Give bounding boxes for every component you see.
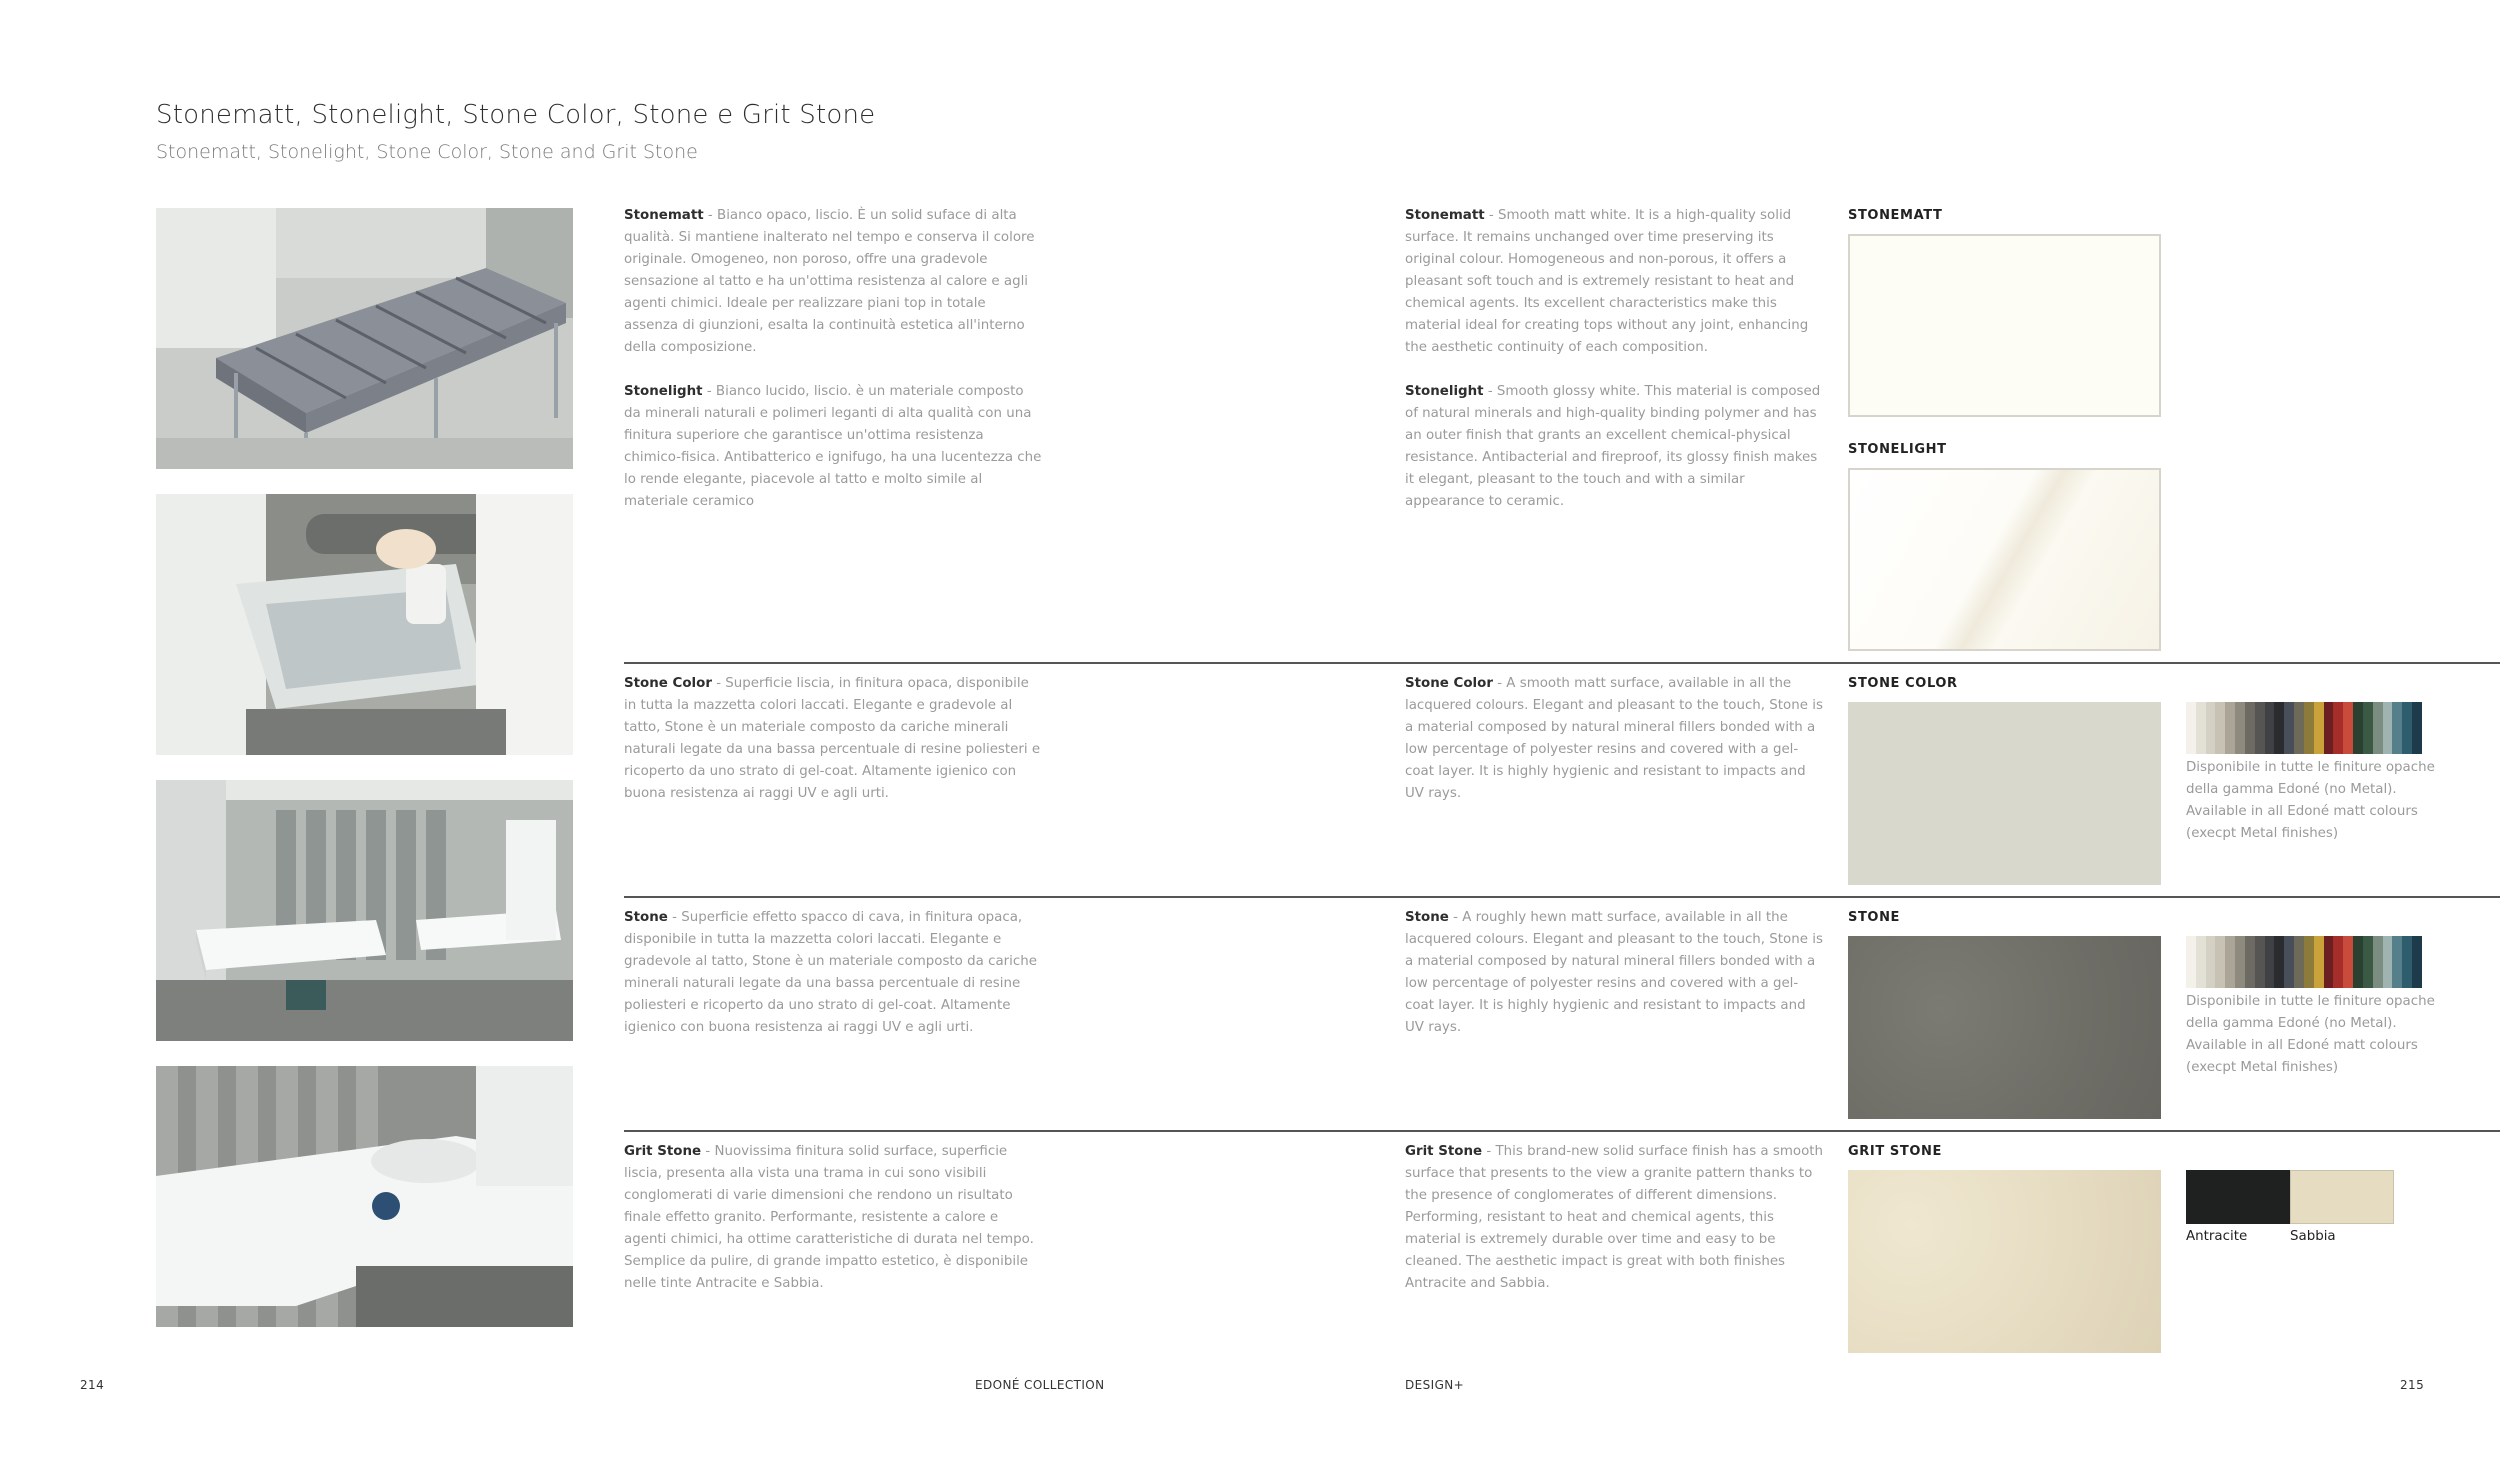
footer-collection: EDONÉ COLLECTION xyxy=(975,1378,1105,1392)
palette-color-chip xyxy=(2206,936,2216,988)
palette-color-chip xyxy=(2265,702,2275,754)
photo-workshop xyxy=(156,780,573,1041)
palette-color-chip xyxy=(2383,936,2393,988)
swatch-label-stone-color: STONE COLOR xyxy=(1848,676,1958,691)
palette-color-chip xyxy=(2314,936,2324,988)
palette-color-chip xyxy=(2245,936,2255,988)
palette-color-chip xyxy=(2186,702,2196,754)
palette-color-chip xyxy=(2215,936,2225,988)
palette-color-chip xyxy=(2353,936,2363,988)
availability-note-stone-color: Disponibile in tutte le finiture opache della gamma Edoné (no Metal). Available in all Edoné matt colours (execpt Metal finishes) xyxy=(2186,760,2435,841)
palette-color-chip xyxy=(2284,936,2294,988)
paragraph-it-stonematt: Stonematt - Bianco opaco, liscio. È un solid suface di alta qualità. Si mantiene inalterato nel tempo e conserva il colore originale. Omogeneo, non poroso, offre una gradevole sensazione al tatto e ha un'ottima resistenza al calore e agli agenti chimici. Ideale per realizzare piani top in totale assenza di giunzioni, esalta la continuità estetica all'interno della composizione. xyxy=(624,208,1035,355)
label-sabbia: Sabbia xyxy=(2290,1229,2336,1244)
paragraph-en-grit-stone: Grit Stone - This brand-new solid surface finish has a smooth surface that presents to the view a granite pattern thanks to the presence of conglomerates of different dimensions. Performing, resistant to heat and chemical agents, this material is extremely durable over time and easy to be cleaned. The aesthetic impact is great with both finishes Antracite and Sabbia. xyxy=(1405,1144,1824,1291)
palette-color-chip xyxy=(2206,702,2216,754)
palette-color-chip xyxy=(2294,936,2304,988)
palette-color-chip xyxy=(2363,936,2373,988)
palette-color-chip xyxy=(2402,936,2412,988)
palette-color-chip xyxy=(2274,702,2284,754)
paragraph-en-stonematt: Stonematt - Smooth matt white. It is a high-quality solid surface. It remains unchanged over time preserving its original colour. Homogeneous and non-porous, it offers a pleasant soft touch and is extremely resistant to heat and chemical agents. Its excellent characteristics make this material ideal for creating tops without any joint, enhancing the aesthetic continuity of each composition. xyxy=(1405,208,1809,355)
palette-color-chip xyxy=(2402,702,2412,754)
palette-color-chip xyxy=(2353,702,2363,754)
palette-color-chip xyxy=(2333,702,2343,754)
page-subtitle: Stonematt, Stonelight, Stone Color, Stone and Grit Stone xyxy=(156,141,698,163)
swatch-grit-stone xyxy=(1848,1170,2161,1353)
palette-color-chip xyxy=(2324,936,2334,988)
palette-color-chip xyxy=(2314,702,2324,754)
availability-note-stone: Disponibile in tutte le finiture opache della gamma Edoné (no Metal). Available in all Edoné matt colours (execpt Metal finishes) xyxy=(2186,994,2435,1075)
palette-color-chip xyxy=(2215,702,2225,754)
page-number-left: 214 xyxy=(80,1378,105,1392)
paragraph-it-stone: Stone - Superficie effetto spacco di cava, in finitura opaca, disponibile in tutta la mazzetta colori laccati. Elegante e gradevole al tatto, Stone è un materiale composto da cariche minerali naturali legate da una bassa percentuale di resine poliesteri e ricoperto da uno strato di gel-coat. Altamente igienico con buona resistenza ai raggi UV e agli urti. xyxy=(624,910,1037,1035)
palette-color-chip xyxy=(2265,936,2275,988)
swatch-label-grit-stone: GRIT STONE xyxy=(1848,1144,1942,1159)
label-antracite: Antracite xyxy=(2186,1229,2248,1244)
palette-color-chip xyxy=(2383,702,2393,754)
palette-color-chip xyxy=(2274,936,2284,988)
palette-color-chip xyxy=(2324,702,2334,754)
palette-color-chip xyxy=(2196,702,2206,754)
palette-color-chip xyxy=(2255,936,2265,988)
paragraph-en-stone-color: Stone Color - A smooth matt surface, available in all the lacquered colours. Elegant and pleasant to the touch, Stone is a material composed by natural mineral fillers bonded with a low percentage of polyester resins and covered with a gel-coat layer. It is highly hygienic and resistant to impacts and UV rays. xyxy=(1405,676,1823,801)
paragraph-en-stone: Stone - A roughly hewn matt surface, available in all the lacquered colours. Elegant and pleasant to the touch, Stone is a material composed by natural mineral fillers bonded with a low percentage of polyester resins and covered with a gel-coat layer. It is highly hygienic and resistant to impacts and UV rays. xyxy=(1405,910,1823,1035)
palette-color-chip xyxy=(2373,702,2383,754)
paragraph-en-stonelight: Stonelight - Smooth glossy white. This material is composed of natural minerals and high-quality binding polymer and has an outer finish that grants an excellent chemical-physical resistance. Antibacterial and fireproof, its glossy finish makes it elegant, pleasant to the touch and with a similar appearance to ceramic. xyxy=(1405,384,1821,509)
palette-color-chip xyxy=(2333,936,2343,988)
paragraph-it-stonelight: Stonelight - Bianco lucido, liscio. è un materiale composto da minerali naturali e polimeri leganti di alta qualità con una finitura superiore che garantisce un'ottima resistenza chimico-fisica. Antibatterico e ignifugo, ha una lucentezza che lo rende elegante, piacevole al tatto e molto simile al materiale ceramico xyxy=(624,384,1042,509)
swatch-stone-color xyxy=(1848,702,2161,885)
palette-color-chip xyxy=(2363,702,2373,754)
palette-color-chip xyxy=(2294,702,2304,754)
palette-color-chip xyxy=(2343,936,2353,988)
footer-brand: DESIGN+ xyxy=(1405,1378,1465,1392)
palette-color-chip xyxy=(2225,702,2235,754)
palette-color-chip xyxy=(2412,936,2422,988)
palette-color-chip xyxy=(2235,702,2245,754)
photo-casting xyxy=(156,494,573,755)
palette-color-chip xyxy=(2284,702,2294,754)
palette-color-chip xyxy=(2343,702,2353,754)
page-title: Stonematt, Stonelight, Stone Color, Stone e Grit Stone xyxy=(156,100,876,130)
palette-color-chip xyxy=(2186,936,2196,988)
swatch-antracite xyxy=(2186,1170,2290,1224)
paragraph-it-grit-stone: Grit Stone - Nuovissima finitura solid surface, superficie liscia, presenta alla vista una trama in cui sono visibili conglomerati di varie dimensioni che rendono un risultato finale effetto granito. Performante, resistente a calore e agenti chimici, ha ottime caratteristiche di durata nel tempo. Semplice da pulire, di grande impatto estetico, è disponibile nelle tinte Antracite e Sabbia. xyxy=(624,1144,1034,1291)
swatch-stone xyxy=(1848,936,2161,1119)
palette-color-chip xyxy=(2245,702,2255,754)
palette-color-chip xyxy=(2225,936,2235,988)
palette-color-chip xyxy=(2304,702,2314,754)
palette-color-chip xyxy=(2412,702,2422,754)
palette-color-chip xyxy=(2196,936,2206,988)
swatch-label-stone: STONE xyxy=(1848,910,1901,925)
swatch-label-stonelight: STONELIGHT xyxy=(1848,442,1947,457)
palette-color-chip xyxy=(2235,936,2245,988)
section-divider xyxy=(624,896,2500,898)
paragraph-it-stone-color: Stone Color - Superficie liscia, in finitura opaca, disponibile in tutta la mazzetta colori laccati. Elegante e gradevole al tatto, Stone è un materiale composto da cariche minerali naturali legate da una bassa percentuale di resine poliesteri e ricoperto da uno strato di gel-coat. Altamente igienico con buona resistenza ai raggi UV e agli urti. xyxy=(624,676,1041,801)
palette-color-chip xyxy=(2304,936,2314,988)
palette-strip-stone xyxy=(2186,936,2422,988)
page-number-right: 215 xyxy=(2400,1378,2425,1392)
swatch-label-stonematt: STONEMATT xyxy=(1848,208,1943,223)
swatch-stonelight xyxy=(1848,468,2161,651)
palette-strip-stone-color xyxy=(2186,702,2422,754)
photo-mould-frame xyxy=(156,208,573,469)
palette-color-chip xyxy=(2255,702,2265,754)
section-divider xyxy=(624,1130,2500,1132)
section-divider xyxy=(624,662,2500,664)
photo-finishing xyxy=(156,1066,573,1327)
palette-color-chip xyxy=(2392,702,2402,754)
swatch-stonematt xyxy=(1848,234,2161,417)
palette-color-chip xyxy=(2392,936,2402,988)
palette-color-chip xyxy=(2373,936,2383,988)
swatch-sabbia xyxy=(2290,1170,2394,1224)
